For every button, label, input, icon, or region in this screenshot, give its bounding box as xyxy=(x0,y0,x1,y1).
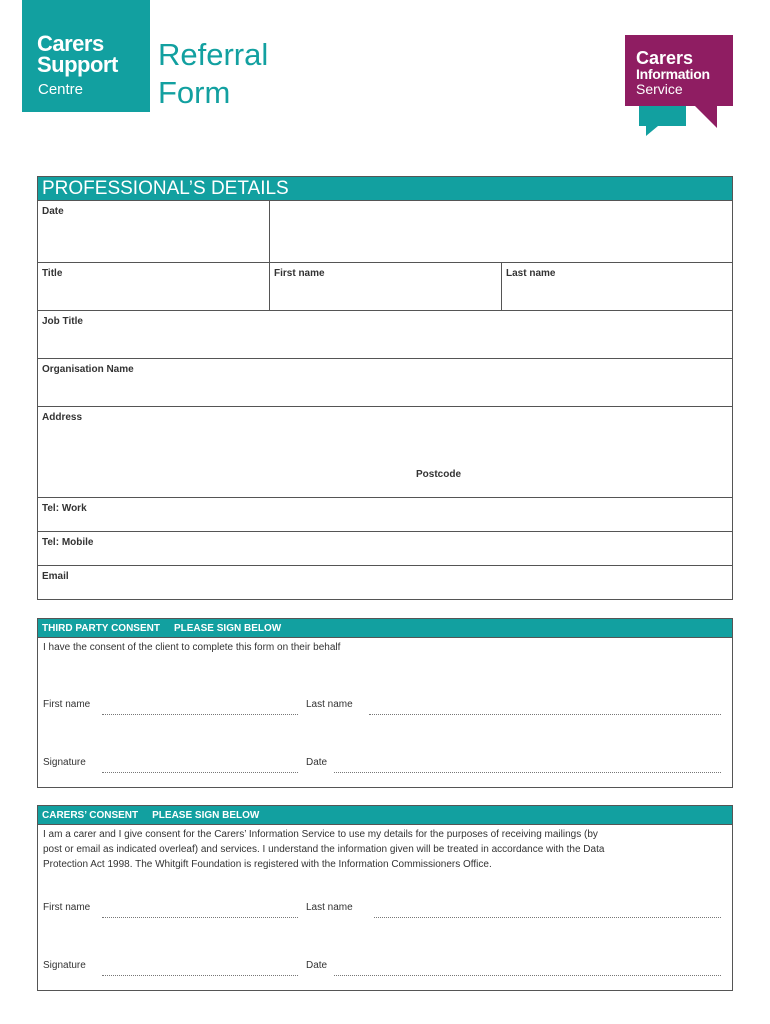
cc-signature-label: Signature xyxy=(43,960,86,971)
postcode-label: Postcode xyxy=(416,469,462,480)
cc-first-name-label: First name xyxy=(43,902,91,913)
email-field[interactable] xyxy=(38,566,732,599)
job-title-label: Job Title xyxy=(42,316,83,327)
logo-left-line1: Carers xyxy=(37,31,104,56)
organisation-label: Organisation Name xyxy=(42,364,134,375)
carers-information-service-logo xyxy=(614,32,740,140)
page-title xyxy=(158,36,268,112)
email-label: Email xyxy=(42,571,69,582)
last-name-label: Last name xyxy=(506,268,556,279)
tp-first-name-label: First name xyxy=(43,699,91,710)
third-party-statement: I have the consent of the client to complete this form on their behalf xyxy=(43,642,341,653)
third-party-consent-section xyxy=(37,618,733,788)
job-title-field[interactable] xyxy=(38,311,732,359)
organisation-field[interactable] xyxy=(38,359,732,407)
cc-last-name-field[interactable] xyxy=(374,917,721,918)
tel-work-field[interactable] xyxy=(38,498,732,532)
date-label: Date xyxy=(42,206,64,217)
professional-details-heading: PROFESSIONAL’S DETAILS xyxy=(38,177,732,201)
professional-details-section xyxy=(37,176,733,600)
logo-right-line1: Carers xyxy=(636,48,694,68)
carers-heading-instruction: PLEASE SIGN BELOW xyxy=(152,810,260,821)
tel-mobile-field[interactable] xyxy=(38,532,732,566)
title-line2: Form xyxy=(158,75,231,110)
carers-statement-line2: post or email as indicated overleaf) and services. I understand the information given will be treated in accordance with the Data xyxy=(43,844,605,855)
cc-signature-field[interactable] xyxy=(102,975,298,976)
tp-date-label: Date xyxy=(306,757,328,768)
cc-last-name-label: Last name xyxy=(306,902,353,913)
carers-consent-section xyxy=(37,805,733,991)
tp-first-name-field[interactable] xyxy=(102,714,298,715)
third-party-heading-title: THIRD PARTY CONSENT xyxy=(42,623,160,634)
third-party-heading-instruction: PLEASE SIGN BELOW xyxy=(173,623,282,634)
carers-heading-title: CARERS’ CONSENT xyxy=(42,810,139,821)
date-row xyxy=(38,201,732,263)
title-field[interactable] xyxy=(38,263,269,310)
logo-left-line2: Support xyxy=(37,52,118,77)
logo-right-line2: Information xyxy=(636,66,710,82)
tp-last-name-field[interactable] xyxy=(369,714,721,715)
name-row xyxy=(38,263,732,311)
cc-date-label: Date xyxy=(306,960,328,971)
carers-consent-heading xyxy=(38,806,732,825)
first-name-label: First name xyxy=(274,268,325,279)
cc-first-name-field[interactable] xyxy=(102,917,298,918)
tel-mobile-label: Tel: Mobile xyxy=(42,537,94,548)
third-party-heading xyxy=(38,619,732,638)
tel-work-label: Tel: Work xyxy=(42,503,87,514)
first-name-field[interactable] xyxy=(270,263,501,310)
cc-date-field[interactable] xyxy=(334,975,721,976)
title-label: Title xyxy=(42,268,63,279)
logo-left-line3: Centre xyxy=(38,81,84,98)
tp-signature-label: Signature xyxy=(43,757,86,768)
carers-support-centre-logo xyxy=(22,0,150,112)
address-label: Address xyxy=(42,412,83,423)
logo-right-line3: Service xyxy=(636,81,683,97)
tp-signature-field[interactable] xyxy=(102,772,298,773)
title-line1: Referral xyxy=(158,37,269,72)
last-name-field[interactable] xyxy=(502,263,732,310)
carers-statement-line1: I am a carer and I give consent for the Carers’ Information Service to use my details for the purposes of receiving mailings (by xyxy=(43,829,598,840)
tp-last-name-label: Last name xyxy=(306,699,353,710)
tp-date-field[interactable] xyxy=(334,772,721,773)
address-field[interactable] xyxy=(38,407,732,498)
carers-statement-line3: Protection Act 1998. The Whitgift Foundation is registered with the Information Commissioners Office. xyxy=(43,859,492,870)
date-field[interactable] xyxy=(270,201,732,262)
